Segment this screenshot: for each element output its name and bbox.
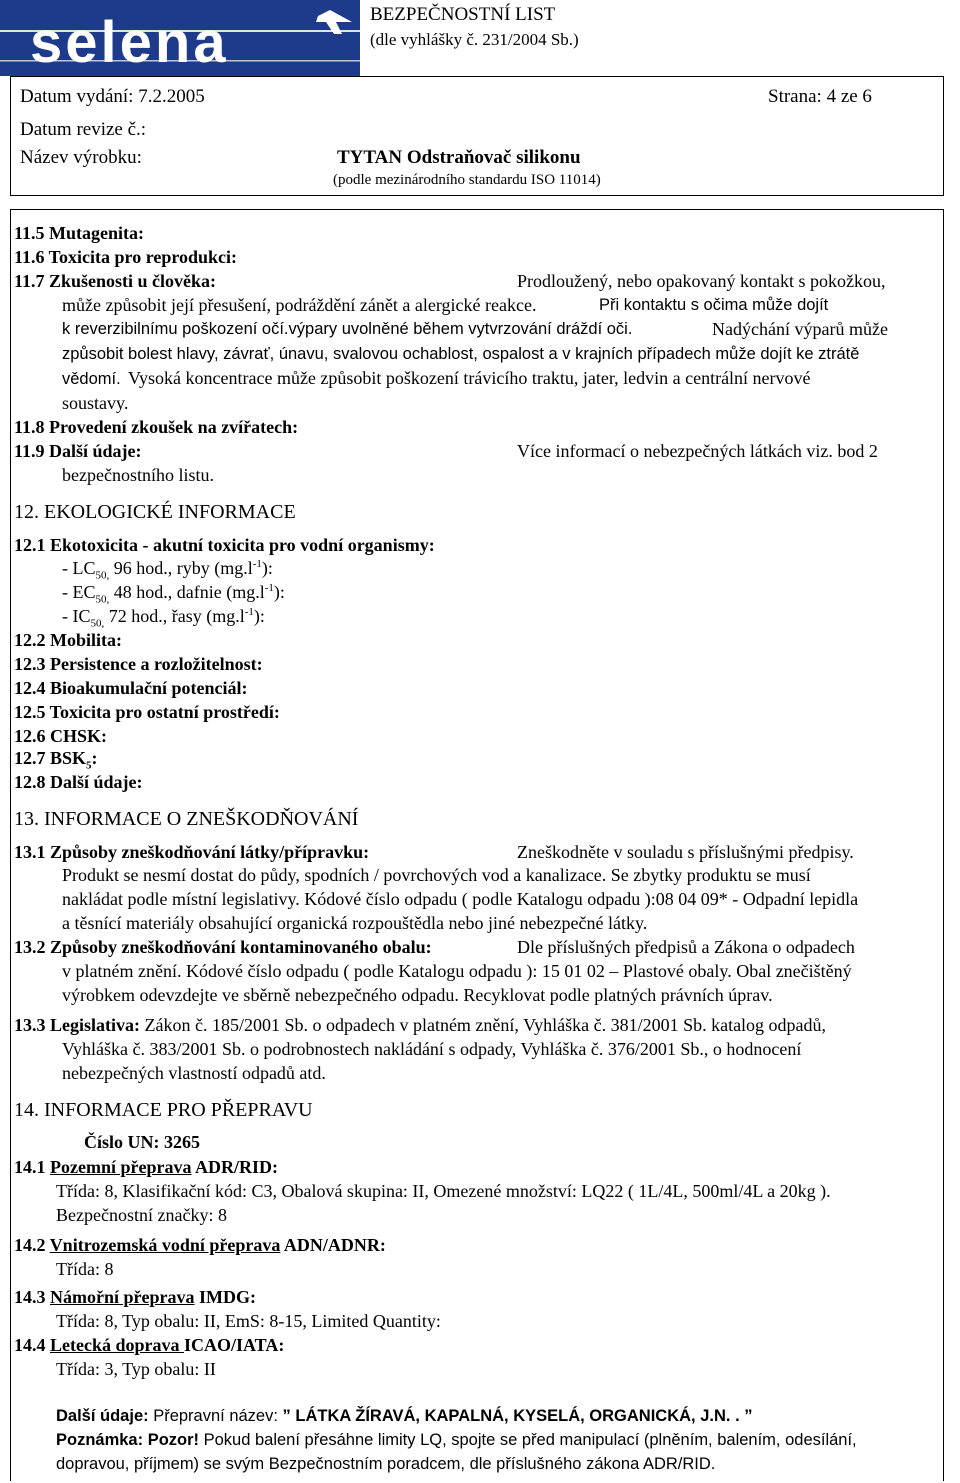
document-subtitle: (dle vyhlášky č. 231/2004 Sb.) (370, 30, 579, 49)
chsk-heading: 12.6 CHSK: (14, 726, 108, 746)
un-number: Číslo UN: 3265 (84, 1132, 200, 1152)
disposal-line4: a těsnící materiály obsahující organická rozpouštědla nebo jiné nebezpečné látky. (62, 913, 648, 933)
bsk-heading: 12.7 $BSK_5$: (14, 748, 98, 772)
legislation-line3: nebezpečných vlastností odpadů atd. (62, 1063, 326, 1083)
eco-other-heading: 12.8 Další údaje: (14, 772, 143, 792)
ec50-line: - $EC_{50,}$ 48 hod., dafnie $(mg.l^{-1})$: (62, 582, 285, 606)
transport-note-line: Poznámka: Pozor! Pokud balení přesáhne limity LQ, spojte se před manipulací (plněním, balením, odesílání, (56, 1431, 857, 1449)
standard-note: (podle mezinárodního standardu ISO 11014) (333, 172, 601, 188)
road-transport-line1: Třída: 8, Klasifikační kód: C3, Obalová skupina: II, Omezené množství: LQ22 ( 1L/4L, 500ml/4L a 20kg ). (56, 1181, 831, 1201)
mobility-heading: 12.2 Mobilita: (14, 630, 122, 650)
disposal-line3: nakládat podle místní legislativy. Kódové číslo odpadu ( podle Katalogu odpadu ):08 04 09* - Odpadní lepidla (62, 889, 859, 909)
air-transport-heading: 14.4 Letecká doprava ICAO/IATA: (14, 1335, 285, 1355)
other-data-text: Více informací o nebezpečných látkách viz. bod 2 (517, 441, 878, 461)
human-exp-heading: 11.7 Zkušenosti u člověka: (14, 271, 217, 291)
sea-transport-heading: 14.3 Námořní přeprava IMDG: (14, 1287, 256, 1307)
human-exp-line3b: Nadýchání výparů může (712, 319, 888, 339)
human-exp-line2b: Při kontaktu s očima může dojít (599, 296, 829, 314)
transport-other-line: Další údaje: Přepravní název: ” LÁTKA ŽÍRAVÁ, KAPALNÁ, KYSELÁ, ORGANICKÁ, J.N. . ” (56, 1407, 753, 1425)
ic50-line: - $IC_{50,}$ 72 hod., řasy $(mg.l^{-1})$: (62, 606, 265, 630)
human-exp-line6: soustavy. (62, 393, 129, 413)
disposal-packaging-text: Dle příslušných předpisů a Zákona o odpadech (517, 937, 855, 957)
ecotox-heading: 12.1 Ekotoxicita - akutní toxicita pro vodní organismy: (14, 535, 435, 555)
section-12-title: 12. EKOLOGICKÉ INFORMACE (14, 501, 296, 523)
other-data-heading: 11.9 Další údaje: (14, 441, 142, 461)
page-number: Strana: 4 ze 6 (768, 86, 872, 107)
document-title: BEZPEČNOSTNÍ LIST (370, 4, 556, 25)
road-transport-line2: Bezpečnostní značky: 8 (56, 1205, 227, 1225)
revision-date: Datum revize č.: (20, 119, 147, 140)
bioaccumulation-heading: 12.4 Bioakumulační potenciál: (14, 678, 248, 698)
human-exp-line5b: Vysoká koncentrace může způsobit poškození trávicího traktu, jater, ledvin a centrální nervové (128, 368, 811, 388)
disposal-substance-heading: 13.1 Způsoby zneškodňování látky/přípravku: (14, 842, 370, 862)
mutagenity-heading: 11.5 Mutagenita: (14, 223, 144, 243)
transport-note-line2: dopravou, příjmem) se svým Bezpečnostním poradcem, dle příslušného zákona ADR/RID. (56, 1455, 716, 1473)
human-exp-line2: může způsobit její přesušení, podráždění zánět a alergické reakce. (62, 295, 537, 315)
disposal-substance-text: Zneškodněte v souladu s příslušnými předpisy. (517, 842, 854, 862)
disposal-line2: Produkt se nesmí dostat do půdy, spodních / povrchových vod a kanalizace. Se zbytky produktu se musí (62, 865, 811, 885)
product-label: Název výrobku: (20, 147, 142, 168)
inland-waterway-heading: 14.2 Vnitrozemská vodní přeprava ADN/ADNR: (14, 1235, 386, 1255)
tox-other-heading: 12.5 Toxicita pro ostatní prostředí: (14, 702, 280, 722)
human-exp-line4: způsobit bolest hlavy, závrať, únavu, svalovou ochablost, ospalost a v krajních případech může dojít ke ztrátě (62, 345, 860, 363)
logo-text: selena (30, 10, 229, 75)
sea-transport-line1: Třída: 8, Typ obalu: II, EmS: 8-15, Limited Quantity: (56, 1311, 441, 1331)
human-exp-line3: k reverzibilnímu poškození očí.výpary uvolněné během vytvrzování dráždí oči. (62, 320, 633, 338)
legislation-line2: Vyhláška č. 383/2001 Sb. o podrobnostech nakládání s odpady, Vyhláška č. 376/2001 Sb., o hodnocení (62, 1039, 802, 1059)
packaging-line2: v platném znění. Kódové číslo odpadu ( podle Katalogu odpadu ): 15 01 02 – Plastové obaly. Obal znečištěný (62, 961, 852, 981)
human-exp-line5a: vědomí. (62, 370, 121, 388)
packaging-line3: výrobkem odevzdejte ve sběrně nebezpečného odpadu. Recyklovat podle platných právních úprav. (62, 985, 773, 1005)
legislation-line: 13.3 Legislativa: Zákon č. 185/2001 Sb. o odpadech v platném znění, Vyhláška č. 381/2001 Sb. katalog odpadů, (14, 1015, 827, 1035)
human-exp-text: Prodloužený, nebo opakovaný kontakt s pokožkou, (517, 271, 886, 291)
selena-logo (0, 0, 360, 76)
other-data-line2: bezpečnostního listu. (62, 465, 214, 485)
air-transport-line1: Třída: 3, Typ obalu: II (56, 1359, 216, 1379)
issue-date: Datum vydání: 7.2.2005 (20, 86, 205, 107)
disposal-packaging-heading: 13.2 Způsoby zneškodňování kontaminovaného obalu: (14, 937, 432, 957)
selena-logo-graphic (0, 0, 360, 76)
section-13-title: 13. INFORMACE O ZNEŠKODŇOVÁNÍ (14, 808, 359, 830)
lc50-line: - $LC_{50,}$ 96 hod., ryby $(mg.l^{-1})$: (62, 558, 273, 582)
section-14-title: 14. INFORMACE PRO PŘEPRAVU (14, 1099, 313, 1121)
persistence-heading: 12.3 Persistence a rozložitelnost: (14, 654, 263, 674)
inland-waterway-line1: Třída: 8 (56, 1259, 114, 1279)
reprotox-heading: 11.6 Toxicita pro reprodukci: (14, 247, 238, 267)
animal-tests-heading: 11.8 Provedení zkoušek na zvířatech: (14, 417, 299, 437)
product-name: TYTAN Odstraňovač silikonu (337, 147, 581, 168)
road-transport-heading: 14.1 Pozemní přeprava ADR/RID: (14, 1157, 278, 1177)
